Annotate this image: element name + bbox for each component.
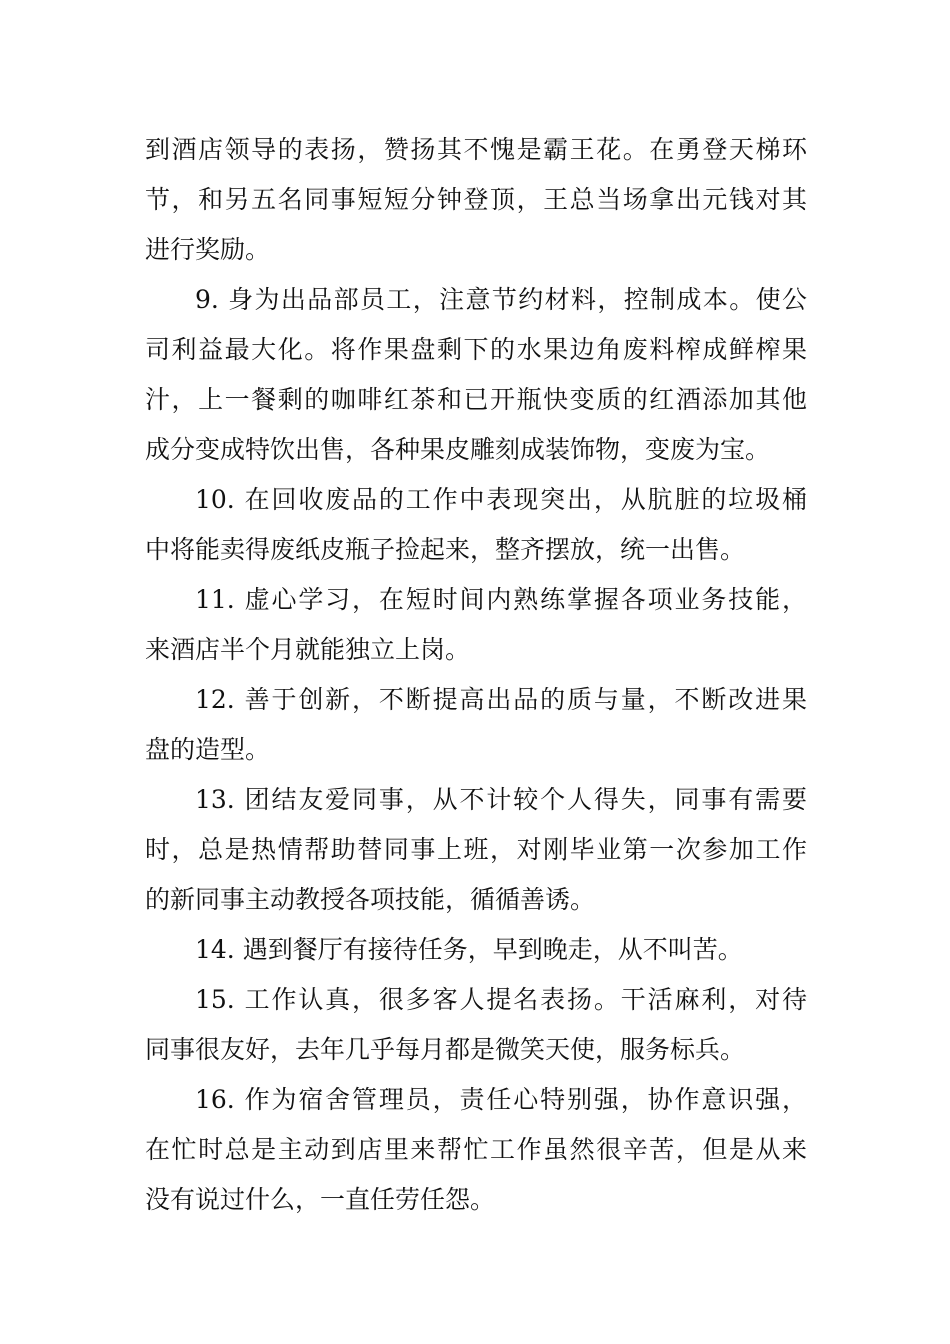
text-line: 中将能卖得废纸皮瓶子捡起来，整齐摆放，统一出售。 bbox=[145, 535, 746, 564]
list-item-10-line: 10. 在回收废品的工作中表现突出，从肮脏的垃圾桶 bbox=[195, 485, 807, 514]
text-line: 的新同事主动教授各项技能，循循善诱。 bbox=[145, 885, 596, 914]
text-line: 节，和另五名同事短短分钟登顶，王总当场拿出元钱对其 bbox=[145, 185, 807, 214]
text-line: 盘的造型。 bbox=[145, 735, 271, 764]
list-item-11-line: 11. 虚心学习，在短时间内熟练掌握各项业务技能， bbox=[195, 585, 807, 614]
text-line: 同事很友好，去年几乎每月都是微笑天使，服务标兵。 bbox=[145, 1035, 746, 1064]
list-item-14-line: 14. 遇到餐厅有接待任务，早到晚走，从不叫苦。 bbox=[195, 935, 743, 964]
text-line: 到酒店领导的表扬，赞扬其不愧是霸王花。在勇登天梯环 bbox=[145, 135, 807, 164]
list-item-12-line: 12. 善于创新，不断提高出品的质与量，不断改进果 bbox=[195, 685, 807, 714]
list-item-9-line: 9. 身为出品部员工，注意节约材料，控制成本。使公 bbox=[195, 285, 807, 314]
text-line: 成分变成特饮出售，各种果皮雕刻成装饰物，变废为宝。 bbox=[145, 435, 771, 464]
text-line: 来酒店半个月就能独立上岗。 bbox=[145, 635, 471, 664]
text-line: 在忙时总是主动到店里来帮忙工作虽然很辛苦，但是从来 bbox=[145, 1135, 807, 1164]
text-line: 时，总是热情帮助替同事上班，对刚毕业第一次参加工作 bbox=[145, 835, 807, 864]
list-item-16-line: 16. 作为宿舍管理员，责任心特别强，协作意识强， bbox=[195, 1085, 807, 1114]
text-line: 汁，上一餐剩的咖啡红茶和已开瓶快变质的红酒添加其他 bbox=[145, 385, 807, 414]
list-item-13-line: 13. 团结友爱同事，从不计较个人得失，同事有需要 bbox=[195, 785, 807, 814]
list-item-15-line: 15. 工作认真，很多客人提名表扬。干活麻利，对待 bbox=[195, 985, 807, 1014]
text-line: 进行奖励。 bbox=[145, 235, 271, 264]
text-line: 没有说过什么，一直任劳任怨。 bbox=[145, 1185, 496, 1214]
text-line: 司利益最大化。将作果盘剩下的水果边角废料榨成鲜榨果 bbox=[145, 335, 807, 364]
